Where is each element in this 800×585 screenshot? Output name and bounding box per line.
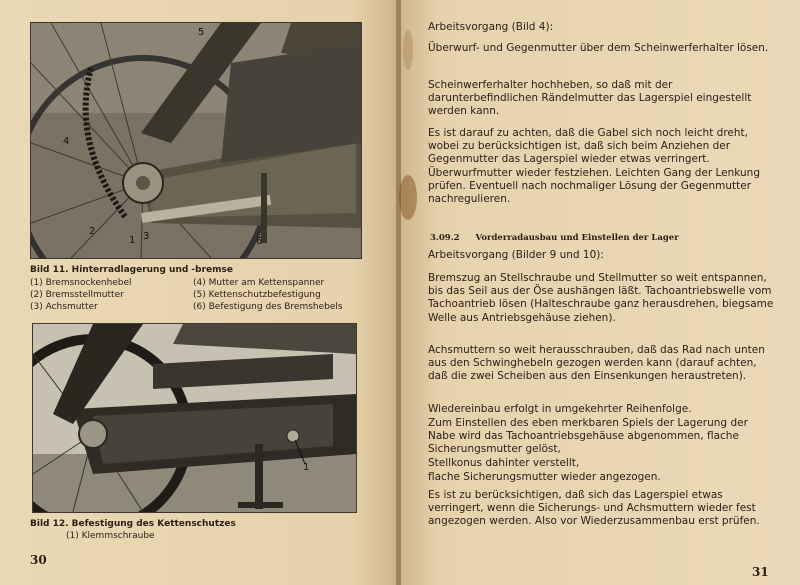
callout-6: 6 [256,236,263,247]
callout-1: 1 [303,462,310,473]
intro-paragraph: Es ist darauf zu achten, daß die Gabel sich noch leicht dreht, wobei zu berücksichtigen ist, daß sich beim Anziehen der Gegenmutter das Lagerspiel wieder etwas verringert. Überwurfmutter wieder festziehen. Leichten Gang der Lenkung prüfen. Eventuell nach nochmaliger Lösung der Gegenmutter nachregulieren. [428,127,760,206]
intro-label: Arbeitsvorgang (Bild 4): [428,21,554,33]
figure-11-caption-item: (1) Bremsnockenhebel [30,278,132,288]
callout-2: 2 [89,226,96,237]
section-number: 3.09.2 [430,233,460,243]
page-stain [399,175,417,220]
intro-paragraph: Überwurf- und Gegenmutter über dem Scheinwerferhalter lösen. [428,42,769,54]
chain-guard-photo-illustration [33,324,356,512]
callout-3: 3 [143,231,150,242]
page-stain [403,30,413,70]
figure-12-photo [32,323,357,513]
step-paragraph: Bremszug an Stellschraube und Stellmutter so weit entspannen, bis das Seil aus der Öse aushängen läßt. Tachoantriebswelle vom Tachoantrieb lösen (Halteschraube ganz herausdrehen, biegsame Welle aus Antriebsgehäuse ziehen). [428,272,774,324]
step-paragraph: Es ist zu berücksichtigen, daß sich das Lagerspiel etwas verringert, wenn die Sicherungs- und Achsmuttern wieder fest angezogen werden. Also vor Wiederzusammenbau erst prüfen. [428,489,760,528]
step-paragraph: Stellkonus dahinter verstellt, [428,457,580,469]
intro-paragraph: Scheinwerferhalter hochheben, so daß mit der darunterbefindlichen Rändelmutter das Lagerspiel eingestellt werden kann. [428,79,752,118]
figure-12-caption-item: (1) Klemmschraube [66,531,155,541]
step-label: Arbeitsvorgang (Bilder 9 und 10): [428,249,604,261]
callout-1: 1 [129,235,136,246]
page-number-right: 31 [752,565,769,579]
figure-11-caption-item: (6) Befestigung des Bremshebels [193,302,343,312]
step-paragraph: Zum Einstellen des eben merkbaren Spiels der Lagerung der Nabe wird das Tachoantriebsgehäuse abgenommen, flache Sicherungsmutter gelöst, [428,417,748,456]
step-paragraph: Wiedereinbau erfolgt in umgekehrter Reihenfolge. [428,403,692,415]
page-number-left: 30 [30,553,47,567]
figure-11-caption-item: (5) Kettenschutzbefestigung [193,290,321,300]
figure-11-caption-item: (4) Mutter am Kettenspanner [193,278,325,288]
figure-11-caption-title: Bild 11. Hinterradlagerung und -bremse [30,265,233,275]
step-paragraph: flache Sicherungsmutter wieder angezogen. [428,471,661,483]
figure-11-caption-item: (2) Bremsstellmutter [30,290,124,300]
section-title: Vorderradausbau und Einstellen der Lager [475,233,679,243]
step-paragraph: Achsmuttern so weit herausschrauben, daß das Rad nach unten aus den Schwinghebeln gezogen werden kann (darauf achten, daß die zwei Scheiben aus den Einsenkungen heraustreten). [428,344,765,383]
rear-wheel-photo-illustration [31,23,361,258]
left-page [0,0,398,585]
figure-11-photo [30,22,362,259]
callout-5: 5 [198,27,205,38]
figure-11-caption-item: (3) Achsmutter [30,302,98,312]
figure-12-caption-title: Bild 12. Befestigung des Kettenschutzes [30,519,236,529]
section-heading [430,233,679,243]
callout-4: 4 [63,136,70,147]
